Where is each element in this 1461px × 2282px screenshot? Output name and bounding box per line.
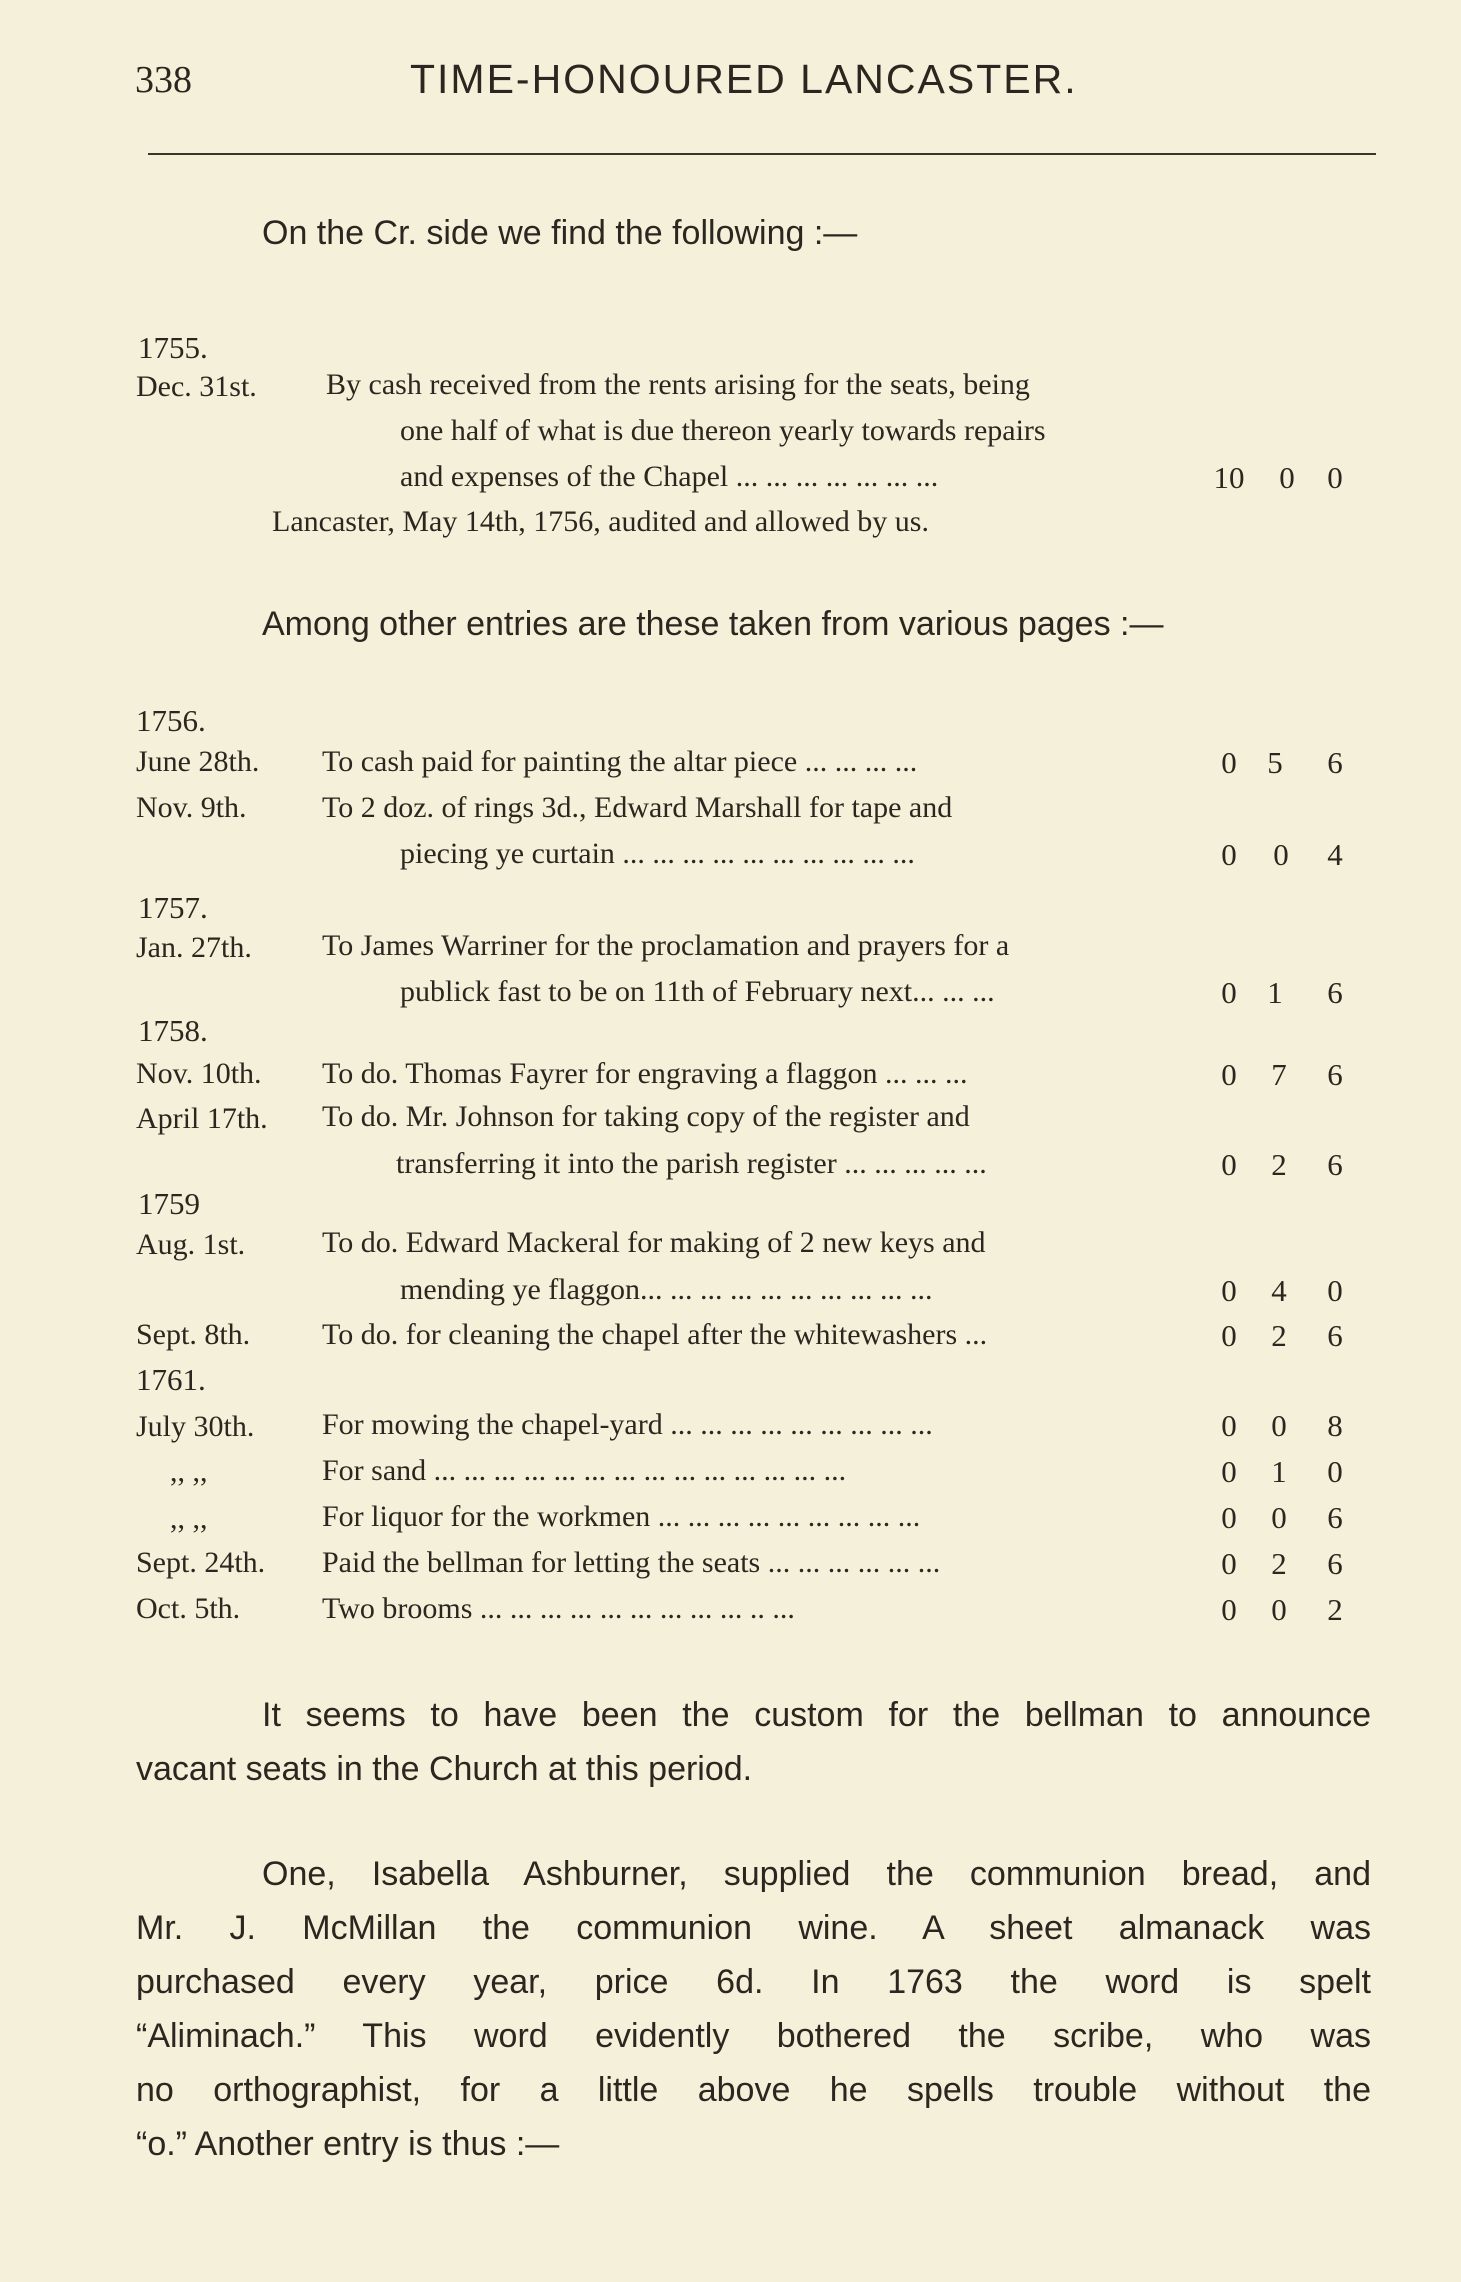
- paragraph-line: It seems to have been the custom for the bellman to announce: [262, 1696, 1371, 1734]
- cr-text-line3: and expenses of the Chapel ... ... ... ... ... ... ...: [400, 460, 939, 493]
- header-rule: [148, 153, 1376, 155]
- amount-pounds: 0: [1221, 1273, 1237, 1308]
- entry-date: Sept. 24th.: [136, 1546, 266, 1579]
- amount-pounds: 0: [1221, 1147, 1237, 1182]
- amount-pence: 0: [1327, 1273, 1343, 1308]
- entry-date: Aug. 1st.: [136, 1228, 246, 1261]
- amount-pence: 6: [1327, 1147, 1343, 1182]
- amount-pounds: 0: [1221, 1500, 1237, 1535]
- entry-date: July 30th.: [136, 1410, 255, 1443]
- amount-shillings: 0: [1271, 1408, 1287, 1443]
- entry-text: To do. Thomas Fayrer for engraving a flaggon ... ... ...: [322, 1057, 968, 1090]
- amount-pounds: 0: [1221, 975, 1237, 1010]
- amount-pounds: 0: [1221, 1057, 1237, 1092]
- amount-pence: 4: [1327, 837, 1343, 872]
- entry-text-line2: mending ye flaggon... ... ... ... ... ... ... ... ... ...: [400, 1273, 933, 1306]
- entry-text: Two brooms ... ... ... ... ... ... ... ... ... .. ...: [322, 1592, 795, 1625]
- cr-date: Dec. 31st.: [136, 370, 257, 403]
- amount-pounds: 0: [1221, 1454, 1237, 1489]
- year-1757: 1757.: [138, 890, 208, 925]
- year-1759: 1759: [138, 1186, 200, 1221]
- entry-text-line1: To James Warriner for the proclamation and prayers for a: [322, 929, 1010, 962]
- amount-pence: 2: [1327, 1592, 1343, 1627]
- cr-amount-pence: 0: [1327, 460, 1343, 495]
- amount-shillings: 1: [1267, 975, 1283, 1010]
- amount-shillings: 5: [1267, 745, 1283, 780]
- entry-text-line1: To do. Mr. Johnson for taking copy of the register and: [322, 1100, 970, 1133]
- year-1756: 1756.: [136, 703, 206, 738]
- amount-shillings: 1: [1271, 1454, 1287, 1489]
- amount-pounds: 0: [1221, 1592, 1237, 1627]
- entry-text-line2: publick fast to be on 11th of February next... ... ...: [400, 975, 995, 1008]
- paragraph-line: “Aliminach.” This word evidently bothered the scribe, who was: [136, 2017, 1371, 2055]
- entry-text: To do. for cleaning the chapel after the whitewashers ...: [322, 1318, 988, 1351]
- paragraph-line: purchased every year, price 6d. In 1763 the word is spelt: [136, 1963, 1371, 2001]
- paragraph-line: Mr. J. McMillan the communion wine. A sheet almanack was: [136, 1909, 1371, 1947]
- entry-text: For liquor for the workmen ... ... ... ... ... ... ... ... ...: [322, 1500, 921, 1533]
- amount-shillings: 0: [1273, 837, 1289, 872]
- amount-pence: 6: [1327, 975, 1343, 1010]
- year-1758: 1758.: [138, 1013, 208, 1048]
- amount-pence: 6: [1327, 1546, 1343, 1581]
- cr-text-line1: By cash received from the rents arising for the seats, being: [326, 368, 1030, 401]
- entry-date: Jan. 27th.: [136, 931, 252, 964]
- paragraph-line: no orthographist, for a little above he spells trouble without the: [136, 2071, 1371, 2109]
- cr-text-line2: one half of what is due thereon yearly towards repairs: [400, 414, 1046, 447]
- year-1755: 1755.: [138, 330, 208, 365]
- amount-pounds: 0: [1221, 745, 1237, 780]
- amount-shillings: 2: [1271, 1546, 1287, 1581]
- entry-date: Sept. 8th.: [136, 1318, 251, 1351]
- amount-shillings: 2: [1271, 1318, 1287, 1353]
- amount-pounds: 0: [1221, 1318, 1237, 1353]
- intro-other-heading: Among other entries are these taken from various pages :—: [262, 605, 1164, 643]
- entry-date: Oct. 5th.: [136, 1592, 241, 1625]
- entry-date: April 17th.: [136, 1102, 268, 1135]
- paragraph-line: One, Isabella Ashburner, supplied the communion bread, and: [262, 1855, 1371, 1893]
- amount-pence: 6: [1327, 1500, 1343, 1535]
- amount-pence: 0: [1327, 1454, 1343, 1489]
- running-title: TIME-HONOURED LANCASTER.: [410, 56, 1078, 102]
- cr-amount-shillings: 0: [1279, 460, 1295, 495]
- page-number: 338: [135, 59, 192, 101]
- paragraph-almanack: [136, 1847, 1371, 2171]
- intro-cr-heading: On the Cr. side we find the following :—: [262, 214, 858, 252]
- year-1761: 1761.: [136, 1362, 206, 1397]
- amount-shillings: 0: [1271, 1592, 1287, 1627]
- amount-shillings: 7: [1271, 1057, 1287, 1092]
- paragraph-line: vacant seats in the Church at this period.: [136, 1750, 753, 1788]
- paragraph-line: “o.” Another entry is thus :—: [136, 2125, 560, 2163]
- amount-pounds: 0: [1221, 837, 1237, 872]
- amount-pence: 6: [1327, 1057, 1343, 1092]
- entry-text: For sand ... ... ... ... ... ... ... ... ... ... ... ... ... ...: [322, 1454, 847, 1487]
- entry-date: Nov. 10th.: [136, 1057, 262, 1090]
- amount-pence: 6: [1327, 745, 1343, 780]
- entry-text-line2: transferring it into the parish register ... ... ... ... ...: [396, 1147, 987, 1180]
- amount-pounds: 0: [1221, 1408, 1237, 1443]
- entry-text: Paid the bellman for letting the seats ... ... ... ... ... ...: [322, 1546, 941, 1579]
- entry-date-ditto: ,, ,,: [170, 1502, 208, 1535]
- entry-text: To cash paid for painting the altar piece ... ... ... ...: [322, 745, 918, 778]
- entry-date: June 28th.: [136, 745, 260, 778]
- entry-date-ditto: ,, ,,: [170, 1455, 208, 1488]
- entry-date: Nov. 9th.: [136, 791, 247, 824]
- audit-line: Lancaster, May 14th, 1756, audited and allowed by us.: [272, 505, 929, 538]
- amount-shillings: 4: [1271, 1273, 1287, 1308]
- entry-text: For mowing the chapel-yard ... ... ... ... ... ... ... ... ...: [322, 1408, 933, 1441]
- paragraph-bellman: [136, 1688, 1371, 1796]
- amount-shillings: 0: [1271, 1500, 1287, 1535]
- amount-pence: 6: [1327, 1318, 1343, 1353]
- amount-shillings: 2: [1271, 1147, 1287, 1182]
- amount-pounds: 0: [1221, 1546, 1237, 1581]
- amount-pence: 8: [1327, 1408, 1343, 1443]
- entry-text-line2: piecing ye curtain ... ... ... ... ... ... ... ... ... ...: [400, 837, 915, 870]
- entry-text-line1: To 2 doz. of rings 3d., Edward Marshall for tape and: [322, 791, 953, 824]
- cr-amount-pounds: 10: [1213, 460, 1245, 495]
- entry-text-line1: To do. Edward Mackeral for making of 2 new keys and: [322, 1226, 986, 1259]
